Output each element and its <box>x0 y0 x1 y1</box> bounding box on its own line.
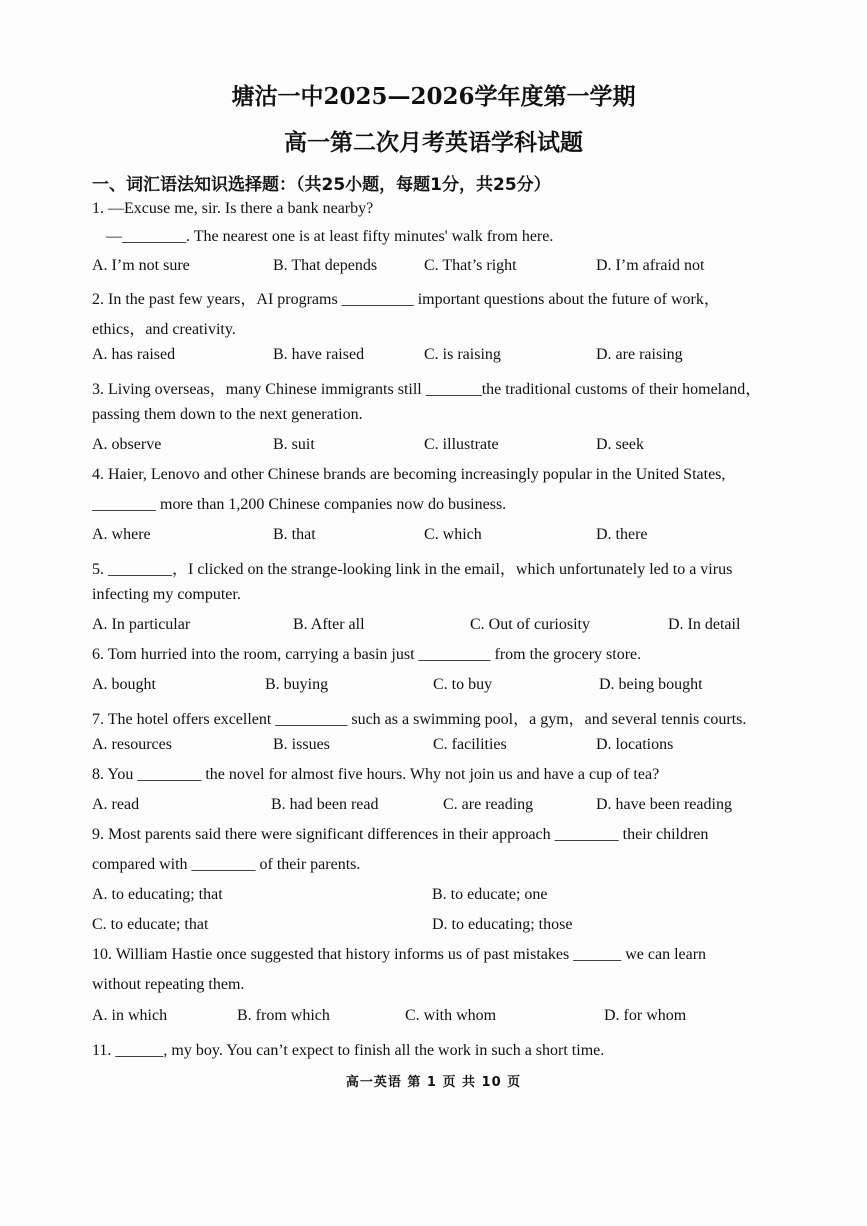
exam-title-line2: 高一第二次月考英语学科试题 <box>284 129 583 156</box>
q6-option-d: D. being bought <box>599 676 703 693</box>
q3-option-b: B. suit <box>273 436 315 453</box>
q9-option-a: A. to educating; that <box>92 886 223 903</box>
q4-option-a: A. where <box>92 526 151 543</box>
question-5-stem-cont: infecting my computer. <box>92 586 241 603</box>
q1-option-b: B. That depends <box>273 257 378 274</box>
question-4-stem-cont: ________ more than 1,200 Chinese companies now do business. <box>92 496 507 513</box>
q2-option-d: D. are raising <box>596 346 683 363</box>
question-10-stem: 10. William Hastie once suggested that history informs us of past mistakes ______ we can learn <box>92 946 707 963</box>
question-10-stem-cont: without repeating them. <box>92 976 245 993</box>
q9-option-c: C. to educate; that <box>92 916 209 933</box>
exam-title-line1: 塘沽一中2025—2026学年度第一学期 <box>231 83 636 110</box>
q8-option-a: A. read <box>92 796 140 813</box>
question-11-stem: 11. ______, my boy. You can’t expect to finish all the work in such a short time. <box>92 1042 605 1059</box>
q7-option-b: B. issues <box>273 736 330 753</box>
q10-option-b: B. from which <box>237 1007 330 1024</box>
q3-option-c: C. illustrate <box>424 436 499 453</box>
q6-option-c: C. to buy <box>433 676 493 693</box>
q2-option-c: C. is raising <box>424 346 501 363</box>
q1-option-a: A. I’m not sure <box>92 257 190 274</box>
q4-option-d: D. there <box>596 526 648 543</box>
q3-option-d: D. seek <box>596 436 644 453</box>
q6-option-a: A. bought <box>92 676 156 693</box>
question-4-stem: 4. Haier, Lenovo and other Chinese brands are becoming increasingly popular in the United States, <box>92 466 726 483</box>
question-2-stem-cont: ethics，and creativity. <box>92 321 236 338</box>
q1-option-c: C. That’s right <box>424 257 517 274</box>
question-6-stem: 6. Tom hurried into the room, carrying a basin just _________ from the grocery store. <box>92 646 642 663</box>
q4-option-b: B. that <box>273 526 316 543</box>
question-3-stem-cont: passing them down to the next generation. <box>92 406 363 423</box>
q2-option-a: A. has raised <box>92 346 176 363</box>
question-5-stem: 5. ________，I clicked on the strange-looking link in the email，which unfortunately led to a virus <box>92 561 733 578</box>
q3-option-a: A. observe <box>92 436 162 453</box>
q10-option-d: D. for whom <box>604 1007 687 1024</box>
question-7-stem: 7. The hotel offers excellent _________ such as a swimming pool，a gym，and several tennis courts. <box>92 711 747 728</box>
question-1-reply: —________. The nearest one is at least fifty minutes' walk from here. <box>106 228 554 245</box>
q7-option-c: C. facilities <box>433 736 507 753</box>
question-9-stem-cont: compared with ________ of their parents. <box>92 856 361 873</box>
q6-option-b: B. buying <box>265 676 329 693</box>
q8-option-d: D. have been reading <box>596 796 732 813</box>
question-2-stem: 2. In the past few years，AI programs _________ important questions about the future of work， <box>92 291 720 308</box>
question-8-stem: 8. You ________ the novel for almost five hours. Why not join us and have a cup of tea? <box>92 766 660 783</box>
q9-option-b: B. to educate; one <box>432 886 548 903</box>
section-heading: 一、词汇语法知识选择题：（共25小题，每题1分，共25分） <box>92 175 551 195</box>
q5-option-b: B. After all <box>293 616 365 633</box>
q1-option-d: D. I’m afraid not <box>596 257 705 274</box>
q8-option-b: B. had been read <box>271 796 379 813</box>
question-9-stem: 9. Most parents said there were significant differences in their approach ________ their children <box>92 826 709 843</box>
question-1-stem: 1. —Excuse me, sir. Is there a bank nearby? <box>92 200 374 217</box>
q7-option-a: A. resources <box>92 736 172 753</box>
q10-option-c: C. with whom <box>405 1007 497 1024</box>
q5-option-c: C. Out of curiosity <box>470 616 590 633</box>
question-3-stem: 3. Living overseas，many Chinese immigrants still _______the traditional customs of their homeland， <box>92 381 762 398</box>
q4-option-c: C. which <box>424 526 482 543</box>
q8-option-c: C. are reading <box>443 796 534 813</box>
page-footer: 高一英语 第 1 页 共 10 页 <box>345 1075 522 1090</box>
q2-option-b: B. have raised <box>273 346 365 363</box>
q5-option-d: D. In detail <box>668 616 741 633</box>
q5-option-a: A. In particular <box>92 616 191 633</box>
q10-option-a: A. in which <box>92 1007 168 1024</box>
q9-option-d: D. to educating; those <box>432 916 573 933</box>
q7-option-d: D. locations <box>596 736 674 753</box>
